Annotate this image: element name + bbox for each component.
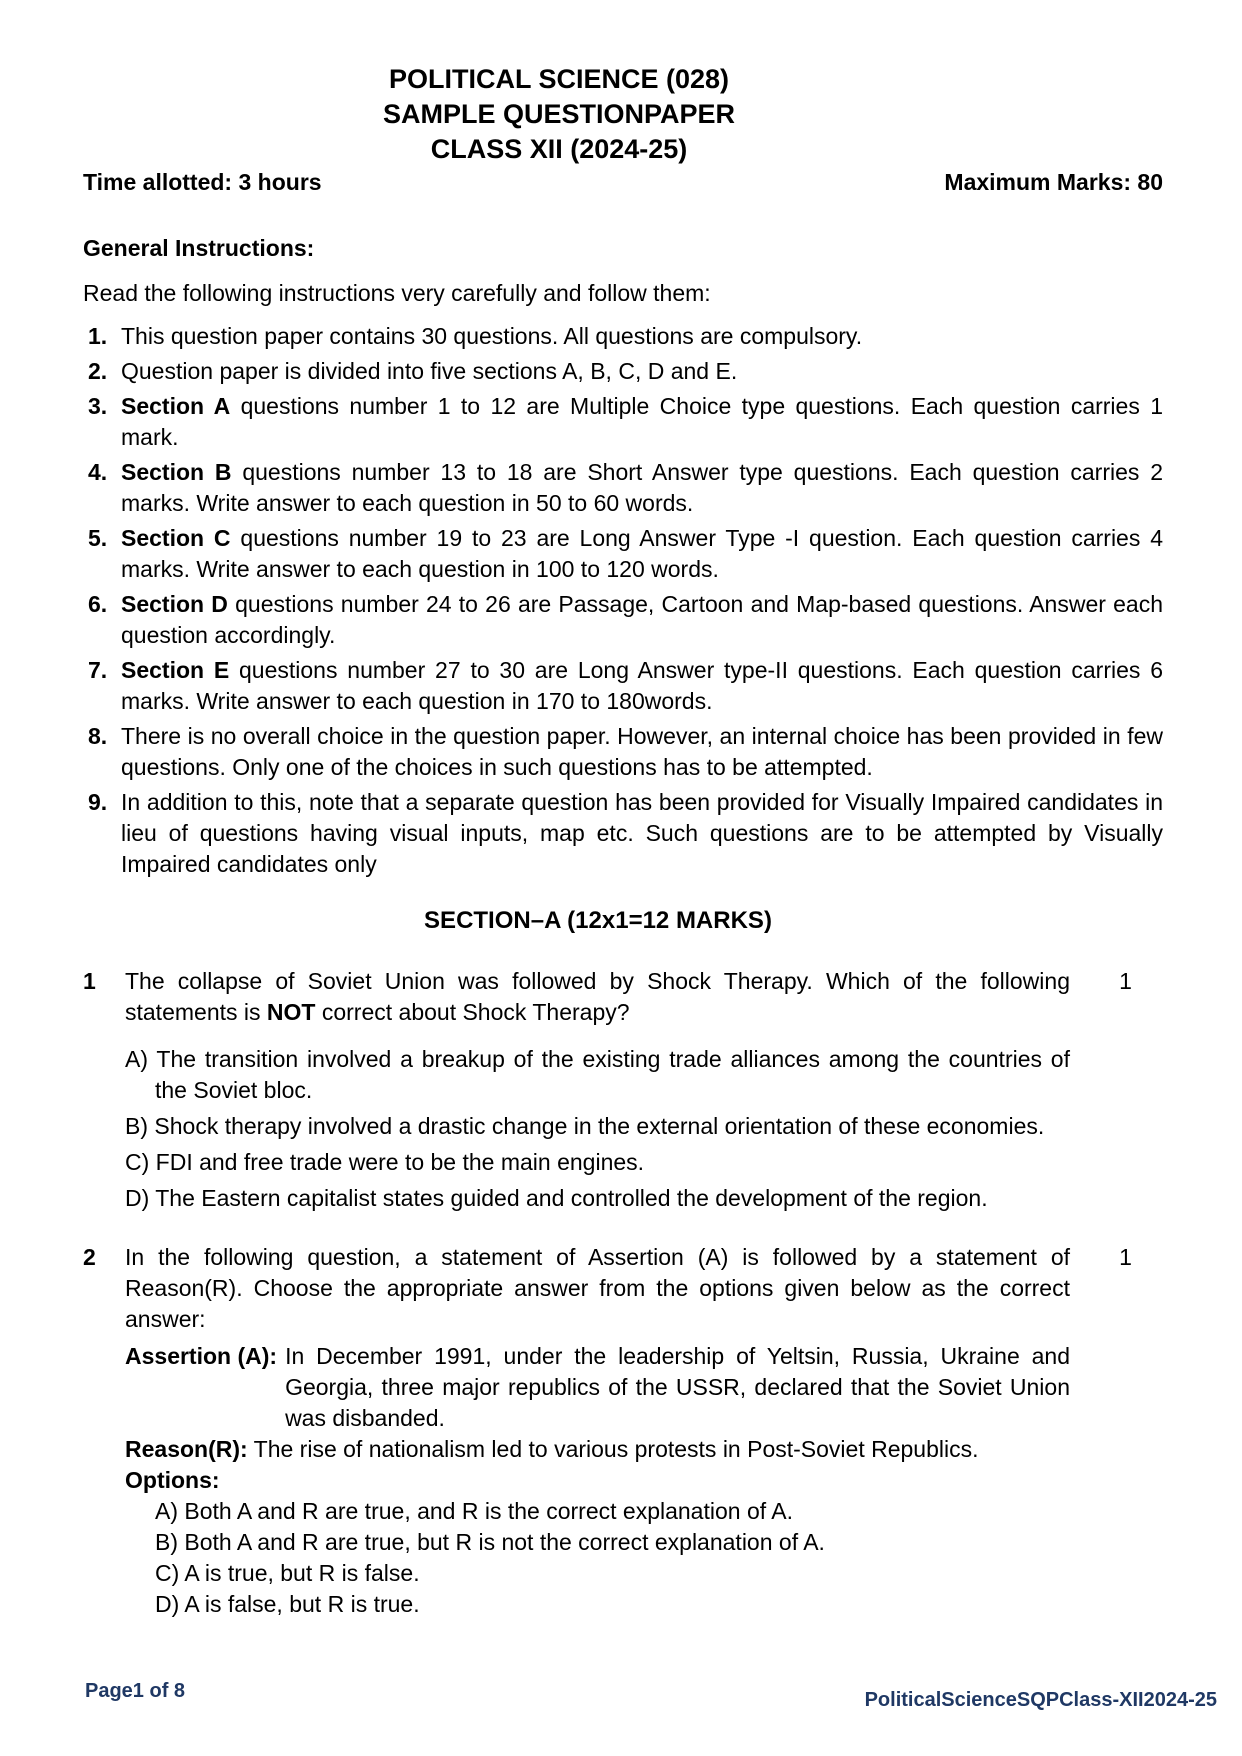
- instruction-number: 5.: [88, 525, 108, 551]
- instruction-text: In addition to this, note that a separate question has been provided for Visually Impaired candidates in lieu of questions having visual inputs, map etc. Such questions are to be attempted by Visually Impaired candidates only: [121, 789, 1163, 877]
- instruction-text: Section E questions number 27 to 30 are Long Answer type-II questions. Each question carries 6 marks. Write answer to each question in 170 to 180words.: [121, 657, 1163, 714]
- paper-title: [83, 62, 1035, 167]
- instruction-number: 9.: [88, 789, 108, 815]
- instruction-item-6: [83, 589, 1163, 651]
- question-2-marks: 1: [1119, 1244, 1132, 1270]
- question-1-option-c: C) FDI and free trade were to be the main engines.: [125, 1149, 645, 1175]
- instruction-item-2: [83, 356, 1163, 387]
- paper-meta-row: [83, 167, 1163, 198]
- options-label: Options:: [125, 1467, 220, 1493]
- instruction-text: Question paper is divided into five sections A, B, C, D and E.: [121, 358, 738, 384]
- question-1-option-b: B) Shock therapy involved a drastic change in the external orientation of these economies.: [125, 1113, 1045, 1139]
- question-2-body: [125, 1242, 1070, 1620]
- instruction-item-7: [83, 655, 1163, 717]
- footer-document-name: PoliticalScienceSQPClass-XII2024-25: [864, 1689, 1217, 1711]
- instruction-item-8: [83, 721, 1163, 783]
- question-2-number: 2: [83, 1244, 96, 1270]
- question-1-marks: 1: [1119, 968, 1132, 994]
- instruction-number: 3.: [88, 393, 108, 419]
- general-instructions-list: [83, 321, 1163, 880]
- question-2-text: In the following question, a statement of Assertion (A) is followed by a statement of Reason(R). Choose the appropriate answer from the options given below as the correct answer:: [125, 1244, 1070, 1332]
- assertion-row: [125, 1341, 1070, 1434]
- assertion-label: Assertion (A):: [125, 1343, 278, 1369]
- instruction-item-1: [83, 321, 1163, 352]
- question-2-option-b: B) Both A and R are true, but R is not the correct explanation of A.: [155, 1529, 825, 1555]
- instruction-text: Section B questions number 13 to 18 are Short Answer type questions. Each question carries 2 marks. Write answer to each question in 50 to 60 words.: [121, 459, 1163, 516]
- general-instructions-intro: Read the following instructions very carefully and follow them:: [83, 280, 711, 306]
- reason-label: Reason(R):: [125, 1436, 248, 1462]
- instruction-text: Section D questions number 24 to 26 are Passage, Cartoon and Map-based questions. Answer each question accordingly.: [121, 591, 1163, 648]
- question-1-body: [125, 966, 1070, 1214]
- instruction-text: There is no overall choice in the question paper. However, an internal choice has been provided in few questions. Only one of the choices in such questions has to be attempted.: [121, 723, 1163, 780]
- instruction-item-4: [83, 457, 1163, 519]
- instruction-item-9: [83, 787, 1163, 880]
- maximum-marks-label: Maximum Marks: 80: [944, 169, 1163, 195]
- paper-title-class: CLASS XII (2024-25): [430, 134, 688, 164]
- instruction-number: 1.: [88, 323, 108, 349]
- question-1-option-a: A) The transition involved a breakup of the existing trade alliances among the countries of the Soviet bloc.: [125, 1046, 1070, 1103]
- time-allotted-label: Time allotted: 3 hours: [83, 169, 322, 195]
- question-2: [83, 1242, 1163, 1620]
- instruction-text: This question paper contains 30 questions. All questions are compulsory.: [121, 323, 863, 349]
- assertion-text: In December 1991, under the leadership of Yeltsin, Russia, Ukraine and Georgia, three major republics of the USSR, declared that the Soviet Union was disbanded.: [285, 1343, 1070, 1431]
- question-1-options: [125, 1044, 1070, 1214]
- instruction-item-3: [83, 391, 1163, 453]
- question-1-number: 1: [83, 968, 96, 994]
- instruction-number: 7.: [88, 657, 108, 683]
- section-a-heading: SECTION–A (12x1=12 MARKS): [424, 907, 772, 934]
- question-2-option-c: C) A is true, but R is false.: [155, 1560, 420, 1586]
- question-2-options: [125, 1496, 1070, 1620]
- question-2-option-d: D) A is false, but R is true.: [155, 1591, 420, 1617]
- question-1: [83, 966, 1163, 1214]
- general-instructions-heading: General Instructions:: [83, 235, 315, 261]
- footer-page-number: Page1 of 8: [85, 1680, 186, 1702]
- instruction-number: 2.: [88, 358, 108, 384]
- instruction-number: 4.: [88, 459, 108, 485]
- question-1-text: The collapse of Soviet Union was followed by Shock Therapy. Which of the following statements is NOT correct about Shock Therapy?: [125, 968, 1070, 1025]
- instruction-item-5: [83, 523, 1163, 585]
- reason-text: The rise of nationalism led to various protests in Post-Soviet Republics.: [253, 1436, 979, 1462]
- question-1-option-d: D) The Eastern capitalist states guided and controlled the development of the region.: [125, 1185, 988, 1211]
- instruction-number: 6.: [88, 591, 108, 617]
- instruction-number: 8.: [88, 723, 108, 749]
- reason-row: [125, 1434, 1070, 1465]
- paper-title-type: SAMPLE QUESTIONPAPER: [382, 99, 736, 129]
- instruction-text: Section A questions number 1 to 12 are Multiple Choice type questions. Each question carries 1 mark.: [121, 393, 1163, 450]
- paper-title-subject: POLITICAL SCIENCE (028): [388, 64, 730, 94]
- question-2-option-a: A) Both A and R are true, and R is the correct explanation of A.: [155, 1498, 793, 1524]
- instruction-text: Section C questions number 19 to 23 are Long Answer Type -I question. Each question carries 4 marks. Write answer to each question in 100 to 120 words.: [121, 525, 1163, 582]
